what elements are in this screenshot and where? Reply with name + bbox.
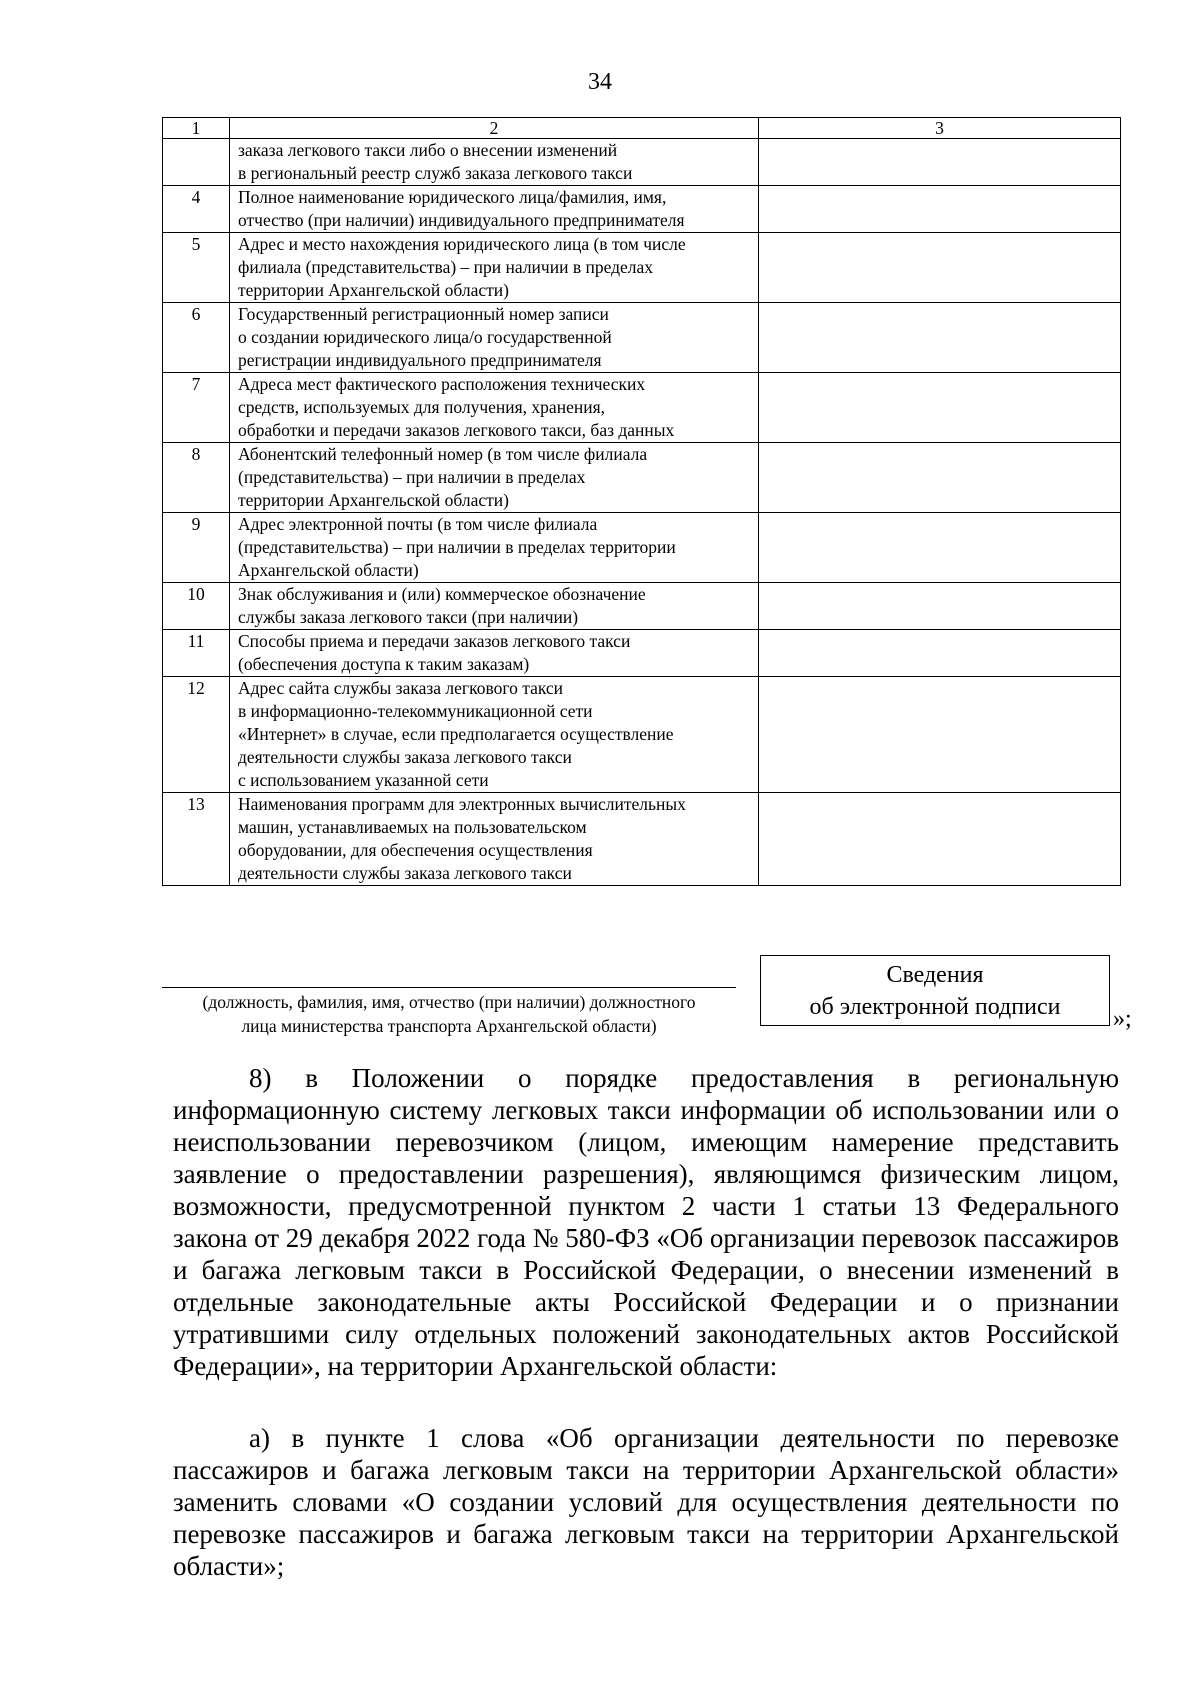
paragraph-text: 8) в Положении о порядке предоставления в региональную информационную систему легковых такси информации об использовании или о неиспользовании перевозчиком (лицом, имеющим намерение представить заявление о предоставлении разрешения), являющимся физическим лицом, возможности, предусмотренной пунктом 2 части 1 статьи 13 Федерального закона от 29 декабря 2022 года № 580-ФЗ «Об организации перевозок пассажиров и багажа легковым такси в Российской Федерации, о внесении изменений в отдельные законодательные акты Российской Федерации и о признании утратившими силу отдельных положений законодательных актов Российской Федерации», на территории Архангельской области: [173, 1063, 1119, 1381]
field-value [759, 583, 1121, 630]
field-name: Государственный регистрационный номер записи о создании юридического лица/о государственной регистрации индивидуального предпринимателя [230, 303, 759, 373]
table-row [163, 139, 1121, 186]
closing-quote: »; [1113, 1006, 1132, 1032]
registry-table [162, 117, 1121, 886]
row-number: 6 [163, 303, 230, 373]
field-value [759, 139, 1121, 186]
table-row [163, 373, 1121, 443]
table-row [163, 186, 1121, 233]
field-value [759, 630, 1121, 677]
table-row [163, 233, 1121, 303]
signature-line [162, 987, 736, 988]
table-row [163, 513, 1121, 583]
field-name: Знак обслуживания и (или) коммерческое обозначение службы заказа легкового такси (при наличии) [230, 583, 759, 630]
body-paragraph-a [173, 1422, 1119, 1582]
field-value [759, 443, 1121, 513]
row-number: 13 [163, 793, 230, 886]
row-number: 8 [163, 443, 230, 513]
field-value [759, 373, 1121, 443]
field-name: Наименования программ для электронных вычислительных машин, устанавливаемых на пользовательском оборудовании, для обеспечения осуществления деятельности службы заказа легкового такси [230, 793, 759, 886]
row-number: 10 [163, 583, 230, 630]
table-row [163, 443, 1121, 513]
row-number [163, 139, 230, 186]
signature-caption: (должность, фамилия, имя, отчество (при наличии) должностного лица министерства транспорта Архангельской области) [202, 992, 696, 1036]
table-row [163, 630, 1121, 677]
body-paragraph-8 [173, 1062, 1119, 1382]
field-name: Полное наименование юридического лица/фамилия, имя, отчество (при наличии) индивидуального предпринимателя [230, 186, 759, 233]
table-row [163, 677, 1121, 793]
field-value [759, 513, 1121, 583]
table-row [163, 583, 1121, 630]
row-number: 7 [163, 373, 230, 443]
field-name: Адрес сайта службы заказа легкового такси в информационно-телекоммуникационной сети «Интернет» в случае, если предполагается осуществление деятельности службы заказа легкового такси с использованием указанной сети [230, 677, 759, 793]
table-header-row [163, 118, 1121, 139]
field-name: Способы приема и передачи заказов легкового такси (обеспечения доступа к таким заказам) [230, 630, 759, 677]
column-header-3: 3 [759, 118, 1121, 139]
table-row [163, 793, 1121, 886]
column-header-1: 1 [163, 118, 230, 139]
field-value [759, 303, 1121, 373]
row-number: 11 [163, 630, 230, 677]
row-number: 12 [163, 677, 230, 793]
paragraph-text: а) в пункте 1 слова «Об организации деятельности по перевозке пассажиров и багажа легковым такси на территории Архангельской области» заменить словами «О создании условий для осуществления деятельности по перевозке пассажиров и багажа легковым такси на территории Архангельской области»; [173, 1423, 1119, 1581]
field-name: Адреса мест фактического расположения технических средств, используемых для получения, хранения, обработки и передачи заказов легкового такси, баз данных [230, 373, 759, 443]
table-row [163, 303, 1121, 373]
field-value [759, 186, 1121, 233]
page-number: 34 [588, 69, 612, 95]
field-value [759, 677, 1121, 793]
field-name: Абонентский телефонный номер (в том числе филиала (представительства) – при наличии в пределах территории Архангельской области) [230, 443, 759, 513]
field-name: Адрес и место нахождения юридического лица (в том числе филиала (представительства) – при наличии в пределах территории Архангельской области) [230, 233, 759, 303]
row-number: 5 [163, 233, 230, 303]
row-number: 4 [163, 186, 230, 233]
field-value [759, 793, 1121, 886]
field-value [759, 233, 1121, 303]
field-name: заказа легкового такси либо о внесении изменений в региональный реестр служб заказа легкового такси [230, 139, 759, 186]
field-name: Адрес электронной почты (в том числе филиала (представительства) – при наличии в пределах территории Архангельской области) [230, 513, 759, 583]
column-header-2: 2 [230, 118, 759, 139]
row-number: 9 [163, 513, 230, 583]
electronic-signature-stamp: Сведения об электронной подписи [760, 955, 1110, 1026]
